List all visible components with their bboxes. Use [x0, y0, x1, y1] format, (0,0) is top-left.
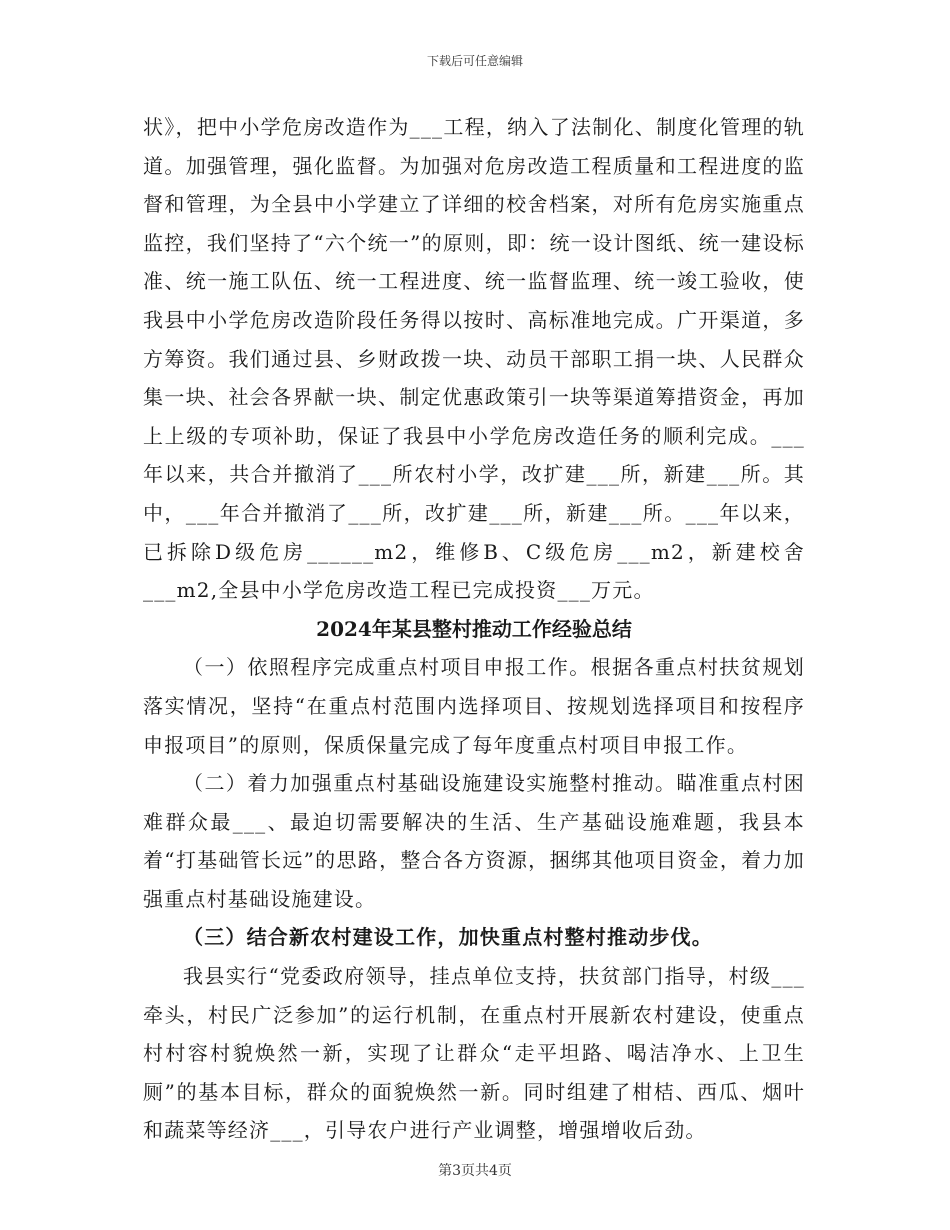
page-footer: 第3页共4页 — [438, 1163, 512, 1179]
section-two-paragraph: （二）着力加强重点村基础设施建设实施整村推动。瞄准重点村困难群众最___、最迫切需要解决的生活、生产基础设施难题，我县本着“打基础管长远”的思路，整合各方资源，捆绑其他项目资金，着力加强重点村基础设施建设。 — [143, 771, 805, 911]
page-header: 下载后可任意编辑 — [426, 54, 523, 68]
section-three-paragraph: 我县实行“党委政府领导，挂点单位支持，扶贫部门指导，村级___牵头，村民广泛参加”的运行机制，在重点村开展新农村建设，使重点村村容村貌焕然一新，实现了让群众“走平坦路、喝洁净水、上卫生厕”的基本目标，群众的面貌焕然一新。同时组建了柑桔、西瓜、烟叶和蔬菜等经济___，引导农户进行产业调整，增强增收后劲。 — [143, 964, 805, 1143]
continuation-paragraph: 状》，把中小学危房改造作为___工程，纳入了法制化、制度化管理的轨道。加强管理，强化监督。为加强对危房改造工程质量和工程进度的监督和管理，为全县中小学建立了详细的校舍档案，对所有危房实施重点监控，我们坚持了“六个统一”的原则，即：统一设计图纸、统一建设标准、统一施工队伍、统一工程进度、统一监督监理、统一竣工验收，使我县中小学危房改造阶段任务得以按时、高标准地完成。广开渠道，多方筹资。我们通过县、乡财政拨一块、动员干部职工捐一块、人民群众集一块、社会各界献一块、制定优惠政策引一块等渠道筹措资金，再加上上级的专项补助，保证了我县中小学危房改造任务的顺利完成。___年以来，共合并撤消了___所农村小学，改扩建___所，新建___所。其中，___年合并撤消了___所，改扩建___所，新建___所。___年以来，已拆除D级危房______m2，维修B、C级危房___m2，新建校舍___m2,全县中小学危房改造工程已完成投资___万元。 — [143, 115, 805, 603]
section-one-paragraph: （一）依照程序完成重点村项目申报工作。根据各重点村扶贫规划落实情况，坚持“在重点村范围内选择项目、按规划选择项目和按程序申报项目”的原则，保质保量完成了每年度重点村项目申报工作。 — [143, 655, 805, 757]
document-body — [143, 108, 805, 1150]
document-title: 2024年某县整村推动工作经验总结 — [316, 616, 632, 641]
section-three-heading: （三）结合新农村建设工作，加快重点村整村推动步伐。 — [183, 925, 713, 950]
